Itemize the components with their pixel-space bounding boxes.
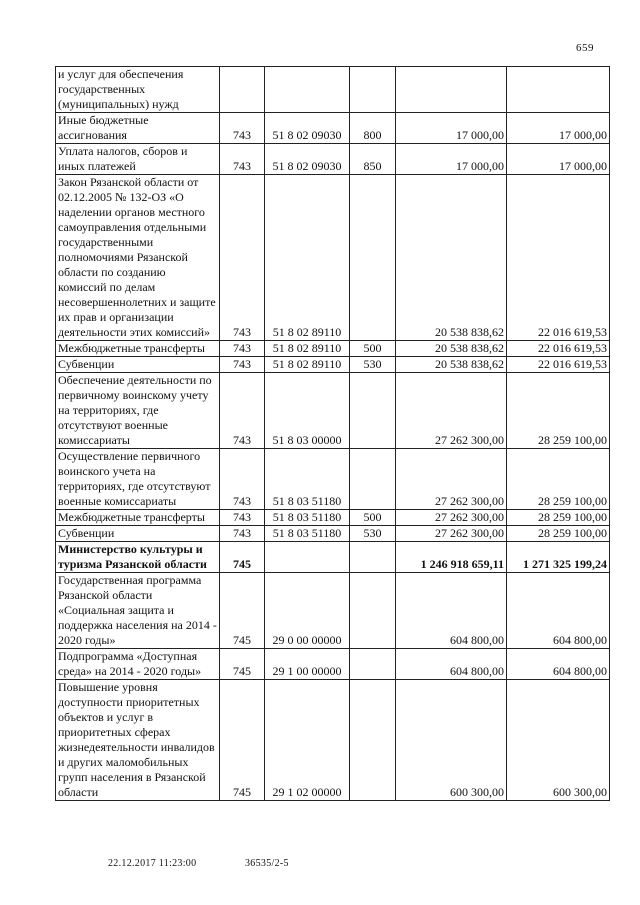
cell-name: Уплата налогов, сборов и иных платежей bbox=[56, 144, 220, 175]
cell-name: Обеспечение деятельности по первичному воинскому учету на территориях, где отсутствуют военные комиссариаты bbox=[56, 373, 220, 449]
cell-amount-year-1: 17 000,00 bbox=[396, 113, 507, 144]
cell-expense-type: 530 bbox=[350, 357, 396, 373]
cell-expense-type bbox=[350, 542, 396, 573]
cell-amount-year-2: 28 259 100,00 bbox=[507, 510, 610, 526]
table-row bbox=[56, 649, 610, 680]
cell-amount-year-2: 22 016 619,53 bbox=[507, 175, 610, 341]
cell-admin-code: 743 bbox=[220, 357, 265, 373]
cell-admin-code: 743 bbox=[220, 526, 265, 542]
cell-admin-code: 745 bbox=[220, 573, 265, 649]
table-row bbox=[56, 449, 610, 510]
cell-target-article: 51 8 02 09030 bbox=[265, 144, 350, 175]
table-row bbox=[56, 357, 610, 373]
cell-amount-year-2 bbox=[507, 67, 610, 113]
table-row bbox=[56, 67, 610, 113]
cell-amount-year-2: 28 259 100,00 bbox=[507, 526, 610, 542]
cell-expense-type bbox=[350, 67, 396, 113]
cell-amount-year-2: 600 300,00 bbox=[507, 680, 610, 801]
cell-amount-year-2: 28 259 100,00 bbox=[507, 449, 610, 510]
cell-name: Субвенции bbox=[56, 357, 220, 373]
cell-amount-year-2: 1 271 325 199,24 bbox=[507, 542, 610, 573]
cell-name: Закон Рязанской области от 02.12.2005 № 132-ОЗ «О наделении органов местного самоуправления отдельными государственными полномочиями Рязанской области по созданию комиссий по делам несовершеннолетних и защите их прав и организации деятельности этих комиссий» bbox=[56, 175, 220, 341]
cell-amount-year-2: 28 259 100,00 bbox=[507, 373, 610, 449]
cell-amount-year-2: 17 000,00 bbox=[507, 144, 610, 175]
table-row bbox=[56, 113, 610, 144]
table-row bbox=[56, 341, 610, 357]
cell-expense-type: 500 bbox=[350, 341, 396, 357]
footer-timestamp: 22.12.2017 11:23:00 bbox=[108, 858, 197, 869]
cell-name: Межбюджетные трансферты bbox=[56, 510, 220, 526]
cell-amount-year-1: 20 538 838,62 bbox=[396, 341, 507, 357]
cell-admin-code: 743 bbox=[220, 341, 265, 357]
cell-amount-year-1: 600 300,00 bbox=[396, 680, 507, 801]
cell-name: Министерство культуры и туризма Рязанской области bbox=[56, 542, 220, 573]
cell-target-article: 29 1 02 00000 bbox=[265, 680, 350, 801]
cell-expense-type: 500 bbox=[350, 510, 396, 526]
table-row bbox=[56, 175, 610, 341]
cell-name: Иные бюджетные ассигнования bbox=[56, 113, 220, 144]
cell-expense-type bbox=[350, 573, 396, 649]
page-number: 659 bbox=[576, 42, 594, 54]
cell-admin-code: 745 bbox=[220, 649, 265, 680]
cell-amount-year-2: 17 000,00 bbox=[507, 113, 610, 144]
cell-name: Межбюджетные трансферты bbox=[56, 341, 220, 357]
cell-target-article: 51 8 02 09030 bbox=[265, 113, 350, 144]
cell-expense-type bbox=[350, 649, 396, 680]
cell-expense-type bbox=[350, 373, 396, 449]
cell-name: Подпрограмма «Доступная среда» на 2014 - 2020 годы» bbox=[56, 649, 220, 680]
cell-name: Осуществление первичного воинского учета на территориях, где отсутствуют военные комиссариаты bbox=[56, 449, 220, 510]
cell-admin-code: 743 bbox=[220, 373, 265, 449]
budget-table bbox=[55, 66, 610, 801]
cell-amount-year-1: 27 262 300,00 bbox=[396, 526, 507, 542]
cell-amount-year-1: 1 246 918 659,11 bbox=[396, 542, 507, 573]
table-row bbox=[56, 373, 610, 449]
cell-amount-year-1: 27 262 300,00 bbox=[396, 510, 507, 526]
cell-amount-year-1 bbox=[396, 67, 507, 113]
budget-table-body bbox=[56, 67, 610, 801]
cell-amount-year-1: 20 538 838,62 bbox=[396, 357, 507, 373]
cell-name: и услуг для обеспечения государственных (муниципальных) нужд bbox=[56, 67, 220, 113]
cell-admin-code bbox=[220, 67, 265, 113]
cell-amount-year-1: 604 800,00 bbox=[396, 649, 507, 680]
table-row bbox=[56, 526, 610, 542]
cell-target-article: 51 8 02 89110 bbox=[265, 357, 350, 373]
cell-target-article: 51 8 03 51180 bbox=[265, 526, 350, 542]
cell-amount-year-1: 27 262 300,00 bbox=[396, 373, 507, 449]
cell-amount-year-2: 22 016 619,53 bbox=[507, 341, 610, 357]
cell-admin-code: 743 bbox=[220, 175, 265, 341]
table-row bbox=[56, 510, 610, 526]
cell-amount-year-1: 17 000,00 bbox=[396, 144, 507, 175]
cell-expense-type bbox=[350, 175, 396, 341]
cell-expense-type bbox=[350, 680, 396, 801]
cell-target-article: 51 8 03 51180 bbox=[265, 510, 350, 526]
cell-amount-year-2: 22 016 619,53 bbox=[507, 357, 610, 373]
cell-target-article: 51 8 03 00000 bbox=[265, 373, 350, 449]
cell-target-article: 51 8 02 89110 bbox=[265, 341, 350, 357]
cell-expense-type: 800 bbox=[350, 113, 396, 144]
cell-amount-year-2: 604 800,00 bbox=[507, 573, 610, 649]
cell-target-article: 51 8 03 51180 bbox=[265, 449, 350, 510]
cell-amount-year-1: 20 538 838,62 bbox=[396, 175, 507, 341]
cell-expense-type: 850 bbox=[350, 144, 396, 175]
table-row bbox=[56, 573, 610, 649]
cell-target-article: 29 0 00 00000 bbox=[265, 573, 350, 649]
cell-target-article: 29 1 00 00000 bbox=[265, 649, 350, 680]
cell-expense-type bbox=[350, 449, 396, 510]
cell-admin-code: 745 bbox=[220, 542, 265, 573]
table-row bbox=[56, 144, 610, 175]
cell-name: Субвенции bbox=[56, 526, 220, 542]
cell-amount-year-2: 604 800,00 bbox=[507, 649, 610, 680]
cell-admin-code: 743 bbox=[220, 144, 265, 175]
cell-admin-code: 745 bbox=[220, 680, 265, 801]
table-row bbox=[56, 680, 610, 801]
cell-target-article: 51 8 02 89110 bbox=[265, 175, 350, 341]
cell-expense-type: 530 bbox=[350, 526, 396, 542]
footer-document-id: 36535/2-5 bbox=[245, 858, 289, 869]
cell-admin-code: 743 bbox=[220, 510, 265, 526]
cell-admin-code: 743 bbox=[220, 113, 265, 144]
cell-amount-year-1: 604 800,00 bbox=[396, 573, 507, 649]
cell-amount-year-1: 27 262 300,00 bbox=[396, 449, 507, 510]
cell-admin-code: 743 bbox=[220, 449, 265, 510]
cell-target-article bbox=[265, 542, 350, 573]
cell-target-article bbox=[265, 67, 350, 113]
cell-name: Государственная программа Рязанской области «Социальная защита и поддержка населения на 2014 - 2020 годы» bbox=[56, 573, 220, 649]
cell-name: Повышение уровня доступности приоритетных объектов и услуг в приоритетных сферах жизнедеятельности инвалидов и других маломобильных групп населения в Рязанской области bbox=[56, 680, 220, 801]
table-row bbox=[56, 542, 610, 573]
